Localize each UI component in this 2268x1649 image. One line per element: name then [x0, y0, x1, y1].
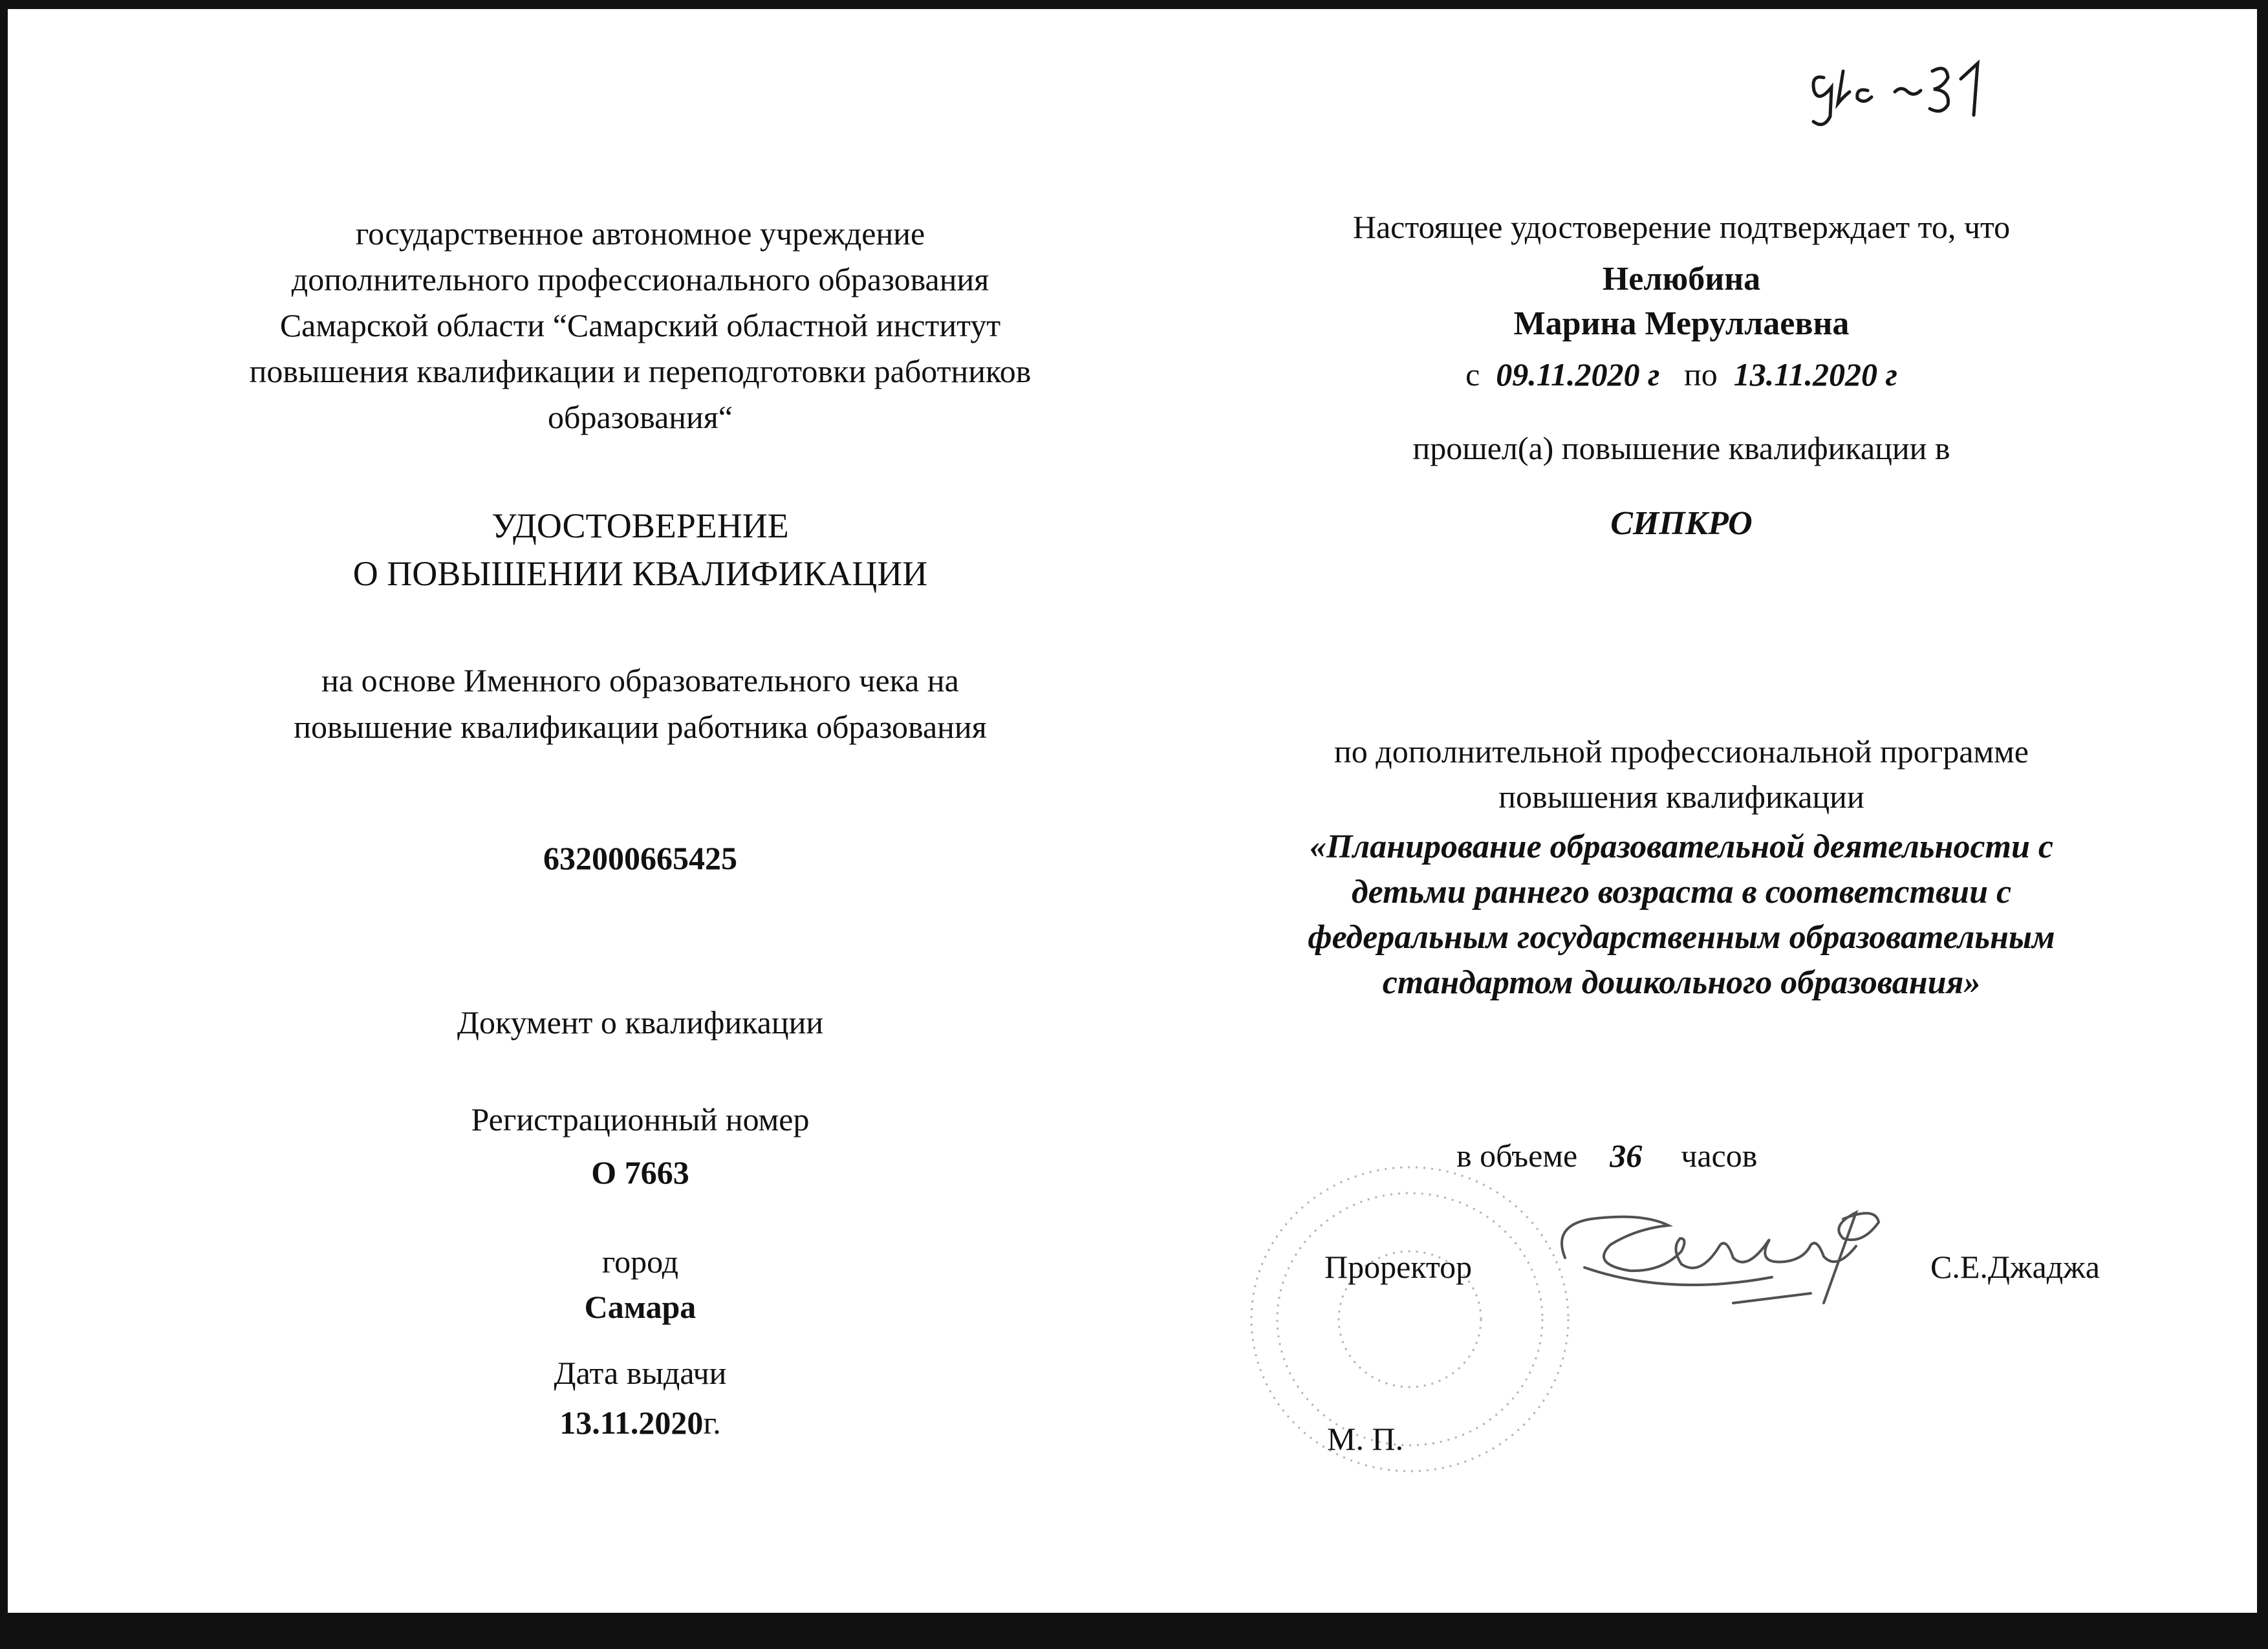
document-basis	[155, 657, 1125, 750]
organization-line: повышения квалификации и переподготовки работников	[249, 353, 1031, 389]
stamp-place-label: М. П.	[1327, 1421, 1404, 1457]
issue-date-label: Дата выдачи	[554, 1355, 727, 1391]
issue-date-row	[155, 1406, 1125, 1439]
handwritten-note	[1804, 52, 1998, 136]
period-to-label: по	[1683, 356, 1718, 393]
issue-date-suffix: г.	[703, 1405, 721, 1441]
check-number: 632000665425	[543, 840, 737, 876]
document-basis-line: повышение квалификации работника образования	[294, 709, 987, 745]
certificate-intro: Настоящее удостоверение подтверждает то, что	[1352, 209, 2011, 245]
scan-border-left	[0, 0, 8, 1649]
signer-name: С.Е.Джаджа	[1930, 1249, 2100, 1285]
course-title-line: федеральным государственным образовательным	[1308, 919, 2055, 956]
document-basis-line: на основе Именного образовательного чека на	[321, 662, 959, 698]
scan-border-bottom	[0, 1613, 2268, 1649]
course-title	[1164, 824, 2199, 1006]
training-statement: прошел(а) повышение квалификации в	[1412, 430, 1950, 466]
course-title-line: «Планирование образовательной деятельности с	[1310, 828, 2053, 865]
city-value: Самара	[584, 1289, 697, 1325]
training-period	[1164, 358, 2199, 391]
period-from-label: с	[1465, 356, 1480, 393]
holder-name: Марина Меруллаевна	[1513, 305, 1850, 342]
period-start-date: 09.11.2020 г	[1496, 356, 1660, 393]
registration-number: О 7663	[591, 1154, 689, 1191]
scan-border-top	[0, 0, 2268, 9]
scan-border-right	[2257, 0, 2268, 1649]
organization-line: Самарской области “Самарский областной институт	[279, 307, 1001, 343]
document-title	[155, 502, 1125, 598]
organization-line: государственное автономное учреждение	[355, 215, 925, 252]
volume-label: в объеме	[1456, 1137, 1578, 1174]
course-title-line: стандартом дошкольного образования»	[1382, 964, 1981, 1001]
hours-value: 36	[1610, 1137, 1643, 1174]
period-end-date: 13.11.2020 г	[1733, 356, 1897, 393]
program-type	[1164, 729, 2199, 819]
signature	[1539, 1200, 1940, 1329]
program-type-line: повышения квалификации	[1498, 779, 1864, 815]
signer-position: Проректор	[1324, 1249, 1473, 1285]
program-type-line: по дополнительной профессиональной программе	[1334, 733, 2029, 770]
stamp-seal	[1242, 1158, 1578, 1481]
document-title-line: О ПОВЫШЕНИИ КВАЛИФИКАЦИИ	[352, 554, 928, 593]
organization-name	[155, 211, 1125, 440]
registration-label: Регистрационный номер	[471, 1101, 810, 1137]
organization-line: дополнительного профессионального образования	[291, 261, 989, 297]
hours-unit: часов	[1681, 1137, 1758, 1174]
course-title-line: детьми раннего возраста в соответствии с	[1351, 874, 2012, 911]
document-title-line: УДОСТОВЕРЕНИЕ	[491, 506, 789, 545]
city-label: город	[601, 1244, 679, 1280]
holder-surname: Нелюбина	[1602, 261, 1761, 297]
issue-date: 13.11.2020	[559, 1405, 704, 1441]
organization-line: образования“	[548, 399, 733, 435]
institute-name: СИПКРО	[1610, 505, 1753, 542]
qualification-doc-label: Документ о квалификации	[457, 1004, 824, 1040]
